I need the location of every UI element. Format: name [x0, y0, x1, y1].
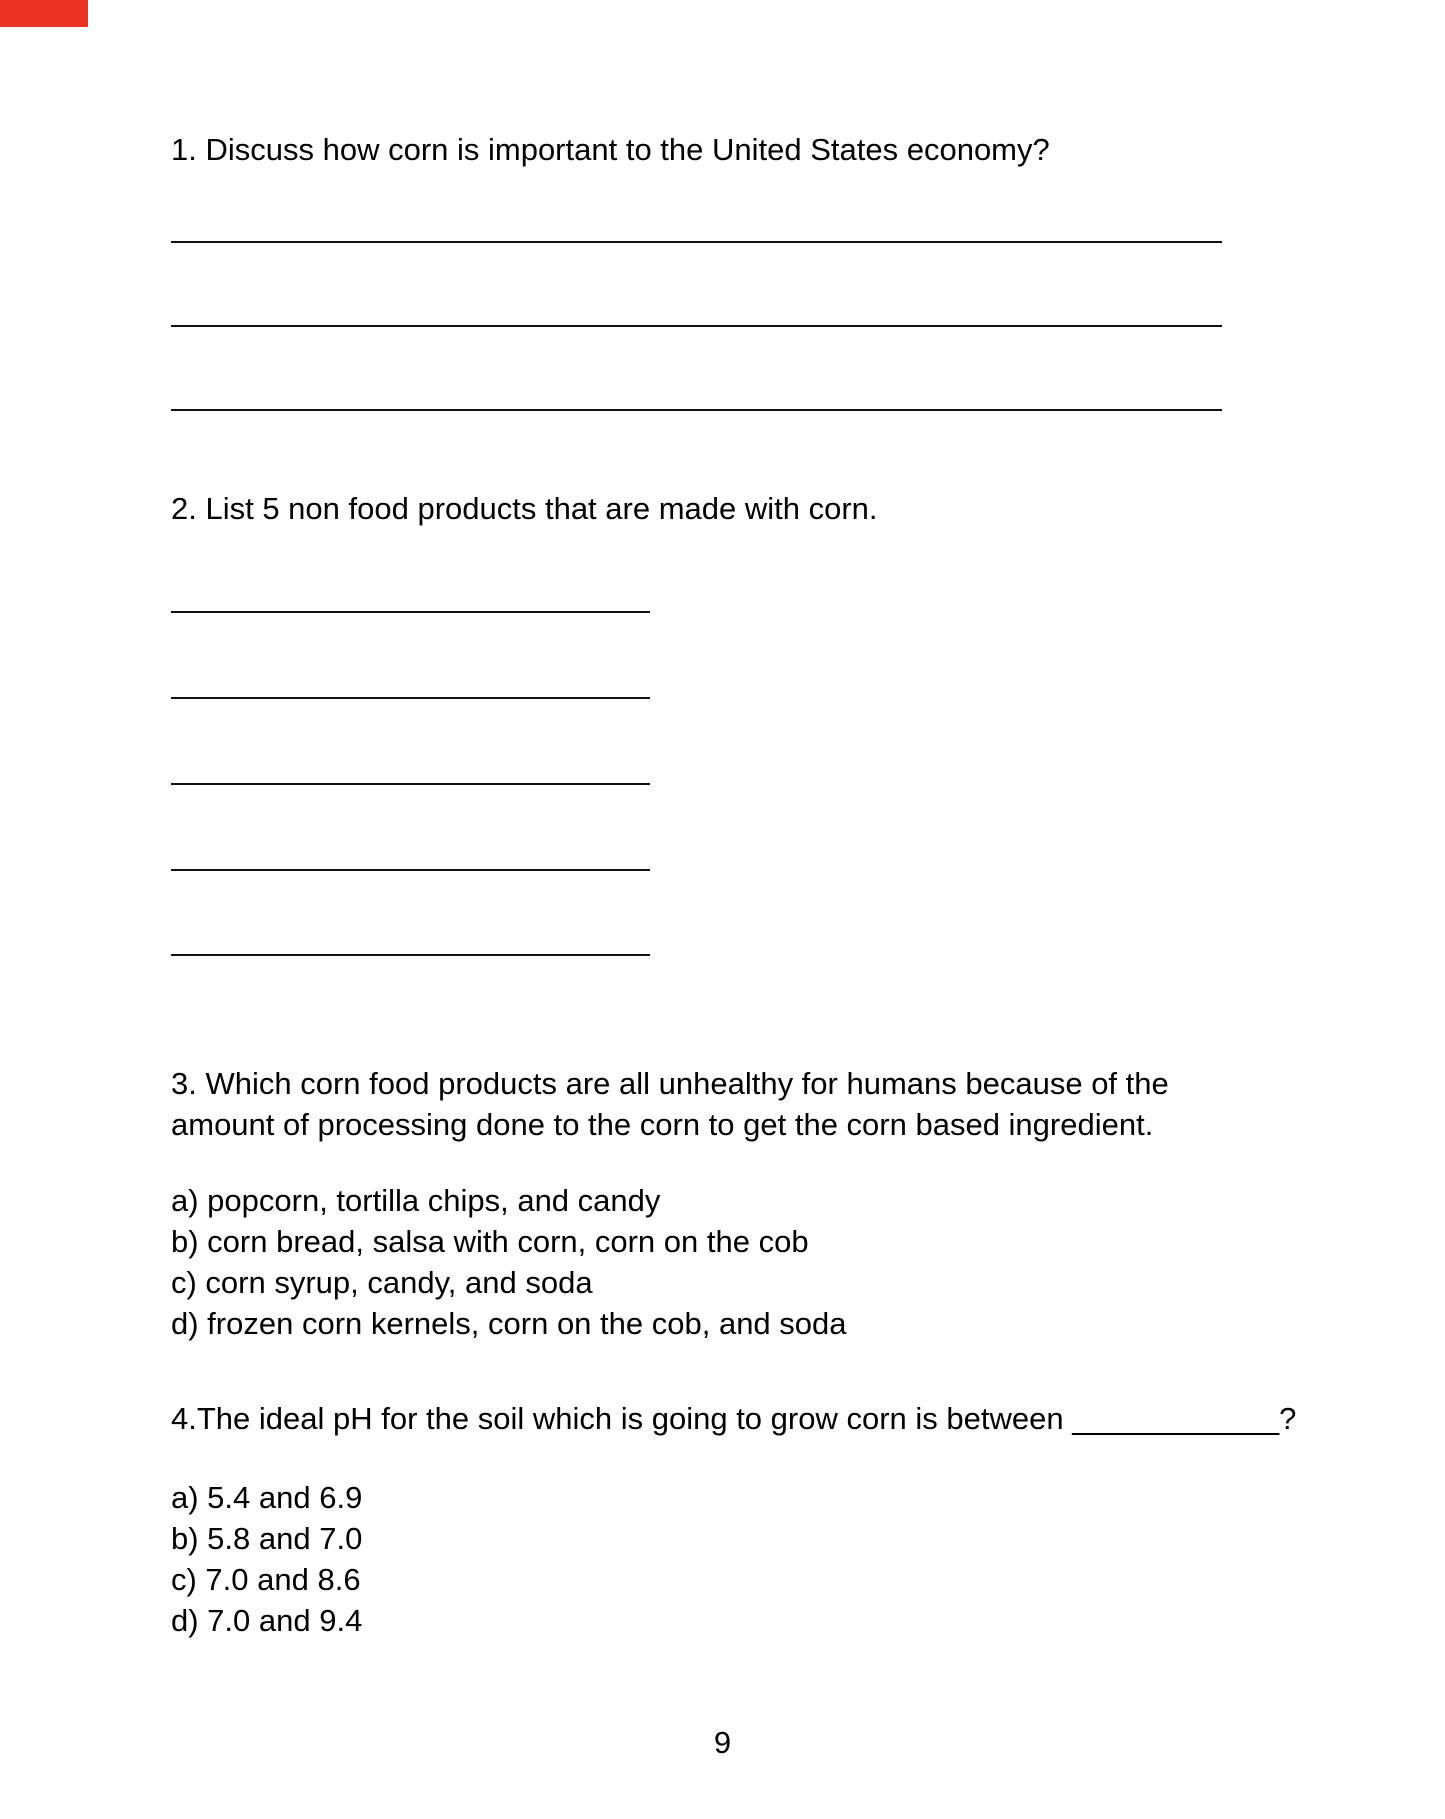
page-number: 9 [713, 1725, 732, 1760]
question-4-option-b: b) 5.8 and 7.0 [171, 1521, 363, 1556]
answer-line [171, 325, 1222, 327]
question-4-option-d: d) 7.0 and 9.4 [171, 1603, 363, 1638]
answer-line [171, 697, 650, 699]
answer-line [171, 409, 1222, 411]
answer-line [171, 783, 650, 785]
question-4-option-a: a) 5.4 and 6.9 [171, 1480, 363, 1515]
question-3-option-c: c) corn syrup, candy, and soda [171, 1265, 593, 1300]
question-3-options [171, 1180, 847, 1344]
question-1-text: 1. Discuss how corn is important to the United States economy? [171, 132, 1050, 167]
answer-line [171, 241, 1222, 243]
question-3-option-d: d) frozen corn kernels, corn on the cob, and soda [171, 1306, 847, 1341]
question-4-option-c: c) 7.0 and 8.6 [171, 1562, 361, 1597]
answer-line [171, 611, 650, 613]
corner-marker [0, 0, 88, 27]
answer-line [171, 869, 650, 871]
question-3-option-a: a) popcorn, tortilla chips, and candy [171, 1183, 661, 1218]
question-3-text: 3. Which corn food products are all unhealthy for humans because of the amount of processing done to the corn to get the corn based ingredient. [171, 1066, 1169, 1142]
question-3-option-b: b) corn bread, salsa with corn, corn on the cob [171, 1224, 809, 1259]
answer-line [171, 954, 650, 956]
question-4-text: 4.The ideal pH for the soil which is going to grow corn is between ____________? [171, 1401, 1297, 1436]
question-2-text: 2. List 5 non food products that are made with corn. [171, 491, 878, 526]
question-4-options [171, 1477, 362, 1641]
